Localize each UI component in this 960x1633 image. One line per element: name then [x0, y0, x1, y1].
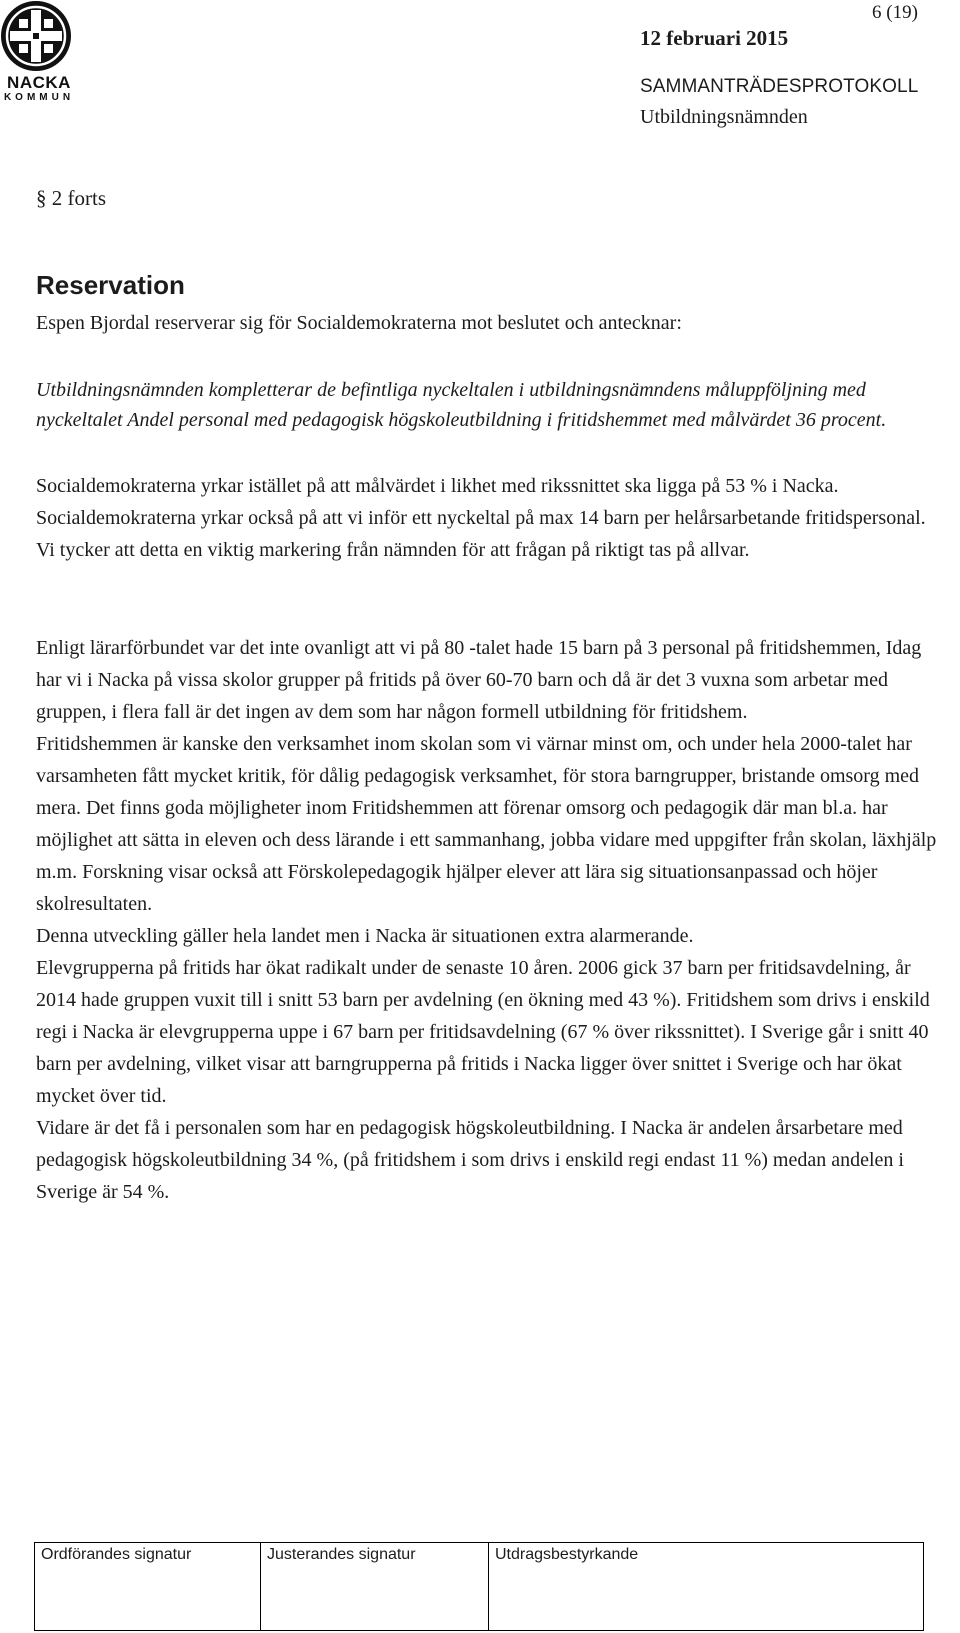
chair-signature-cell: Ordförandes signatur — [35, 1543, 261, 1631]
argument-paragraph: Elevgrupperna på fritids har ökat radikalt under de senaste 10 åren. 2006 gick 37 barn per fritidsavdelning, år 2014 hade gruppen vuxit till i snitt 53 barn per avdelning (en ökning med 43 %). Fritidshem som drivs i enskild regi i Nacka är elevgrupperna uppe i 67 barn per fritidsavdelning (67 % över rikssnittet). I Sverige går i snitt 40 barn per avdelning, vilket visar att barngrupperna på fritids i Nacka ligger över snittet i Sverige och har ökat mycket över tid. — [36, 957, 930, 1107]
meeting-date: 12 februari 2015 — [640, 26, 789, 50]
section-heading: Reservation — [36, 270, 185, 300]
section-number: § 2 forts — [36, 186, 106, 210]
argument-block — [36, 632, 942, 1208]
extract-certification-cell: Utdragsbestyrkande — [489, 1543, 924, 1631]
argument-paragraph: Vidare är det få i personalen som har en pedagogisk högskoleutbildning. I Nacka är andelen årsarbetare med pedagogisk högskoleutbildning 34 %, (på fritidshem i som drivs i enskild regi endast 11 %) medan andelen i Sverige är 54 %. — [36, 1117, 904, 1203]
reservation-intro: Espen Bjordal reserverar sig för Socialdemokraterna mot beslutet och antecknar: — [36, 312, 682, 334]
signature-table — [34, 1542, 924, 1631]
logo-name: NACKA — [7, 73, 71, 92]
nacka-logo — [0, 0, 78, 110]
logo-subtitle: KOMMUN — [3, 92, 75, 103]
page-number: 6 (19) — [872, 2, 918, 23]
nacka-emblem-icon — [0, 0, 78, 78]
demand-paragraph: Vi tycker att detta en viktig markering från nämnden för att frågan på riktigt tas på allvar. — [36, 539, 750, 561]
protocol-title: SAMMANTRÄDESPROTOKOLL — [640, 76, 919, 97]
demand-paragraph: Socialdemokraterna yrkar istället på att målvärdet i likhet med rikssnittet ska ligga på 53 % i Nacka. Socialdemokraterna yrkar också på att vi inför ett nyckeltal på max 14 barn per helårsarbetande fritidspersonal. — [36, 475, 926, 529]
argument-paragraph: Denna utveckling gäller hela landet men i Nacka är situationen extra alarmerande. — [36, 925, 694, 947]
argument-paragraph: Fritidshemmen är kanske den verksamhet inom skolan som vi värnar minst om, och under hela 2000-talet har varsamheten fått mycket kritik, för dålig pedagogisk verksamhet, för stora barngrupper, bristande omsorg med mera. Det finns goda möjligheter inom Fritidshemmen att förenar omsorg och pedagogik där man bl.a. har möjlighet att sätta in eleven och dess lärande i ett sammanhang, jobba vidare med uppgifter från skolan, läxhjälp m.m. Forskning visar också att Förskolepedagogik hjälper elever att lära sig situationsanpassad och höjer skolresultaten. — [36, 733, 937, 915]
committee-name: Utbildningsnämnden — [640, 106, 808, 128]
demand-block — [36, 470, 942, 566]
argument-paragraph: Enligt lärarförbundet var det inte ovanligt att vi på 80 -talet hade 15 barn på 3 personal på fritidshemmen, Idag har vi i Nacka på vissa skolor grupper på fritids på över 60-70 barn och då är det 3 vuxna som arbetar med gruppen, i flera fall är det ingen av dem som har någon formell utbildning för fritidshem. — [36, 637, 922, 723]
adjuster-signature-cell: Justerandes signatur — [261, 1543, 489, 1631]
decision-statement: Utbildningsnämnden kompletterar de befintliga nyckeltalen i utbildningsnämndens måluppföljning med nyckeltalet Andel personal med pedagogisk högskoleutbildning i fritidshemmet med målvärdet 36 procent. — [36, 379, 887, 431]
